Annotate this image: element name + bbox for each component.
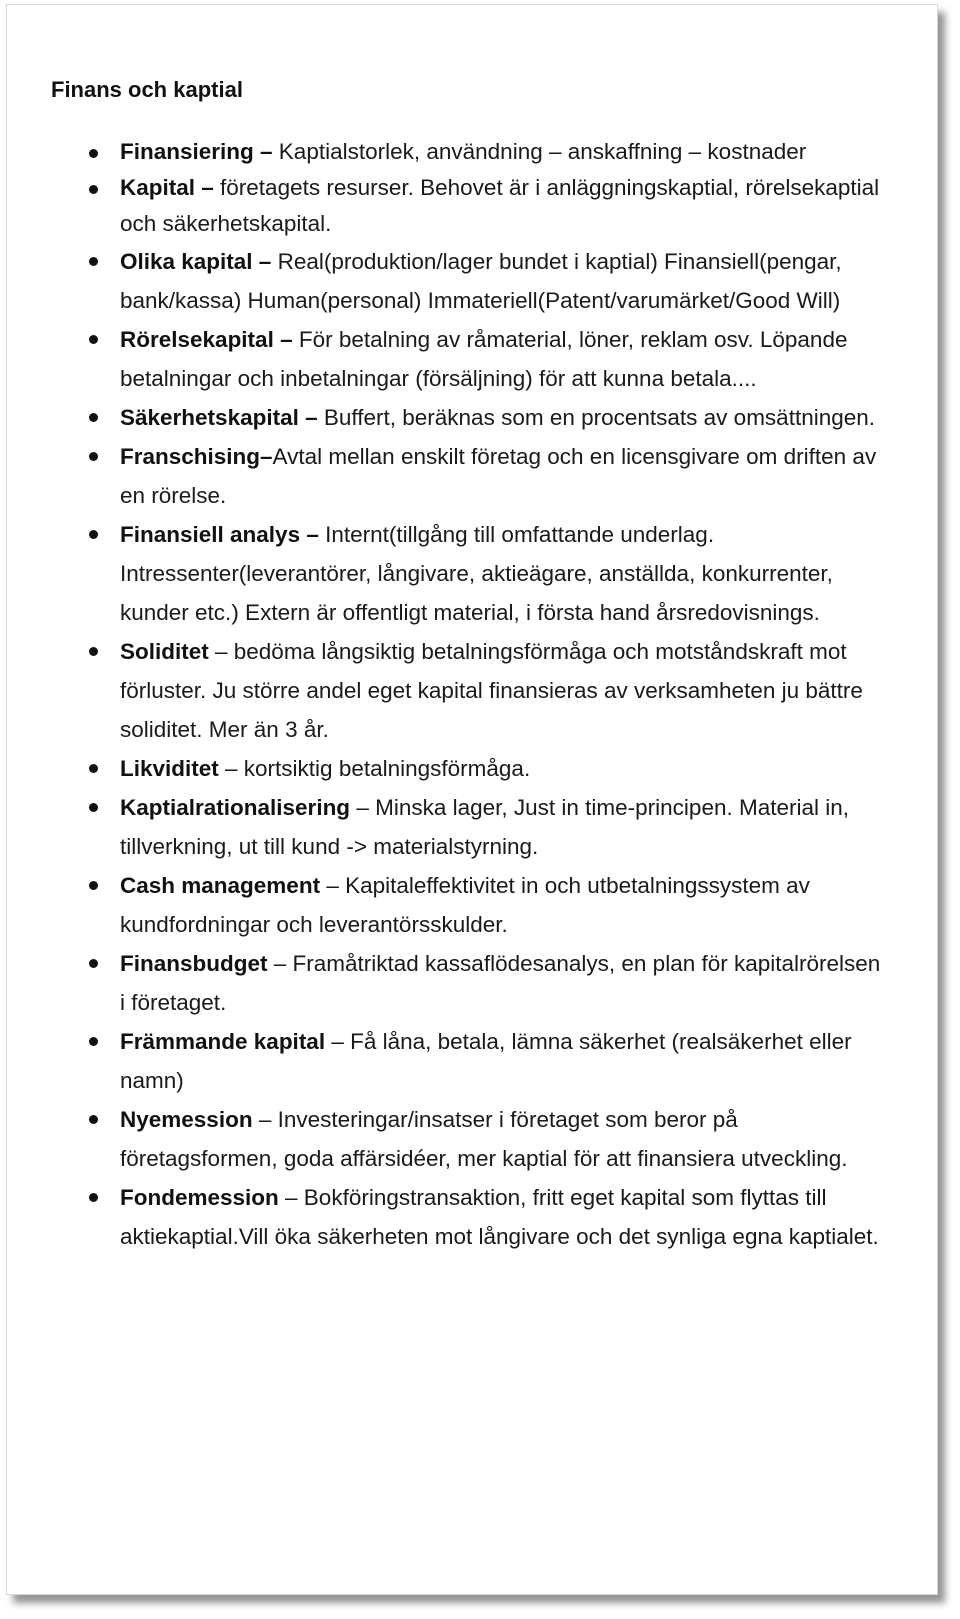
item-term: Cash management (120, 873, 321, 898)
list-item (7, 944, 939, 1022)
item-text: – Få låna, betala, lämna säkerhet (realsäkerhet eller namn) (120, 1029, 852, 1093)
bullet-icon (89, 1193, 98, 1202)
list-item (7, 437, 939, 515)
item-term: Finansiering – (120, 139, 273, 164)
bullet-icon (89, 1115, 98, 1124)
bullet-icon (89, 959, 98, 968)
item-text: – Framåtriktad kassaflödesanalys, en plan för kapitalrörelsen i företaget. (120, 951, 881, 1015)
item-term: Säkerhetskapital – (120, 405, 318, 430)
bullet-icon (89, 881, 98, 890)
bullet-icon (89, 413, 98, 422)
term-list (7, 134, 939, 1256)
document-title: Finans och kaptial (51, 77, 243, 102)
item-term: Finansiell analys – (120, 522, 319, 547)
item-term: Olika kapital – (120, 249, 272, 274)
item-term: Nyemession (120, 1107, 253, 1132)
bullet-icon (89, 803, 98, 812)
item-term: Främmande kapital (120, 1029, 326, 1054)
list-item (7, 515, 939, 632)
list-item (7, 242, 939, 320)
bullet-icon (89, 452, 98, 461)
document-page (6, 4, 938, 1595)
item-text: Kaptialstorlek, användning – anskaffning – kostnader (272, 139, 807, 164)
bullet-icon (89, 257, 98, 266)
item-text: – kortsiktig betalningsförmåga. (218, 756, 531, 781)
item-term: Kapital – (120, 175, 214, 200)
item-term: Soliditet (120, 639, 209, 664)
item-text: Real(produktion/lager bundet i kaptial) Finansiell(pengar, bank/kassa) Human(personal) Immateriell(Patent/varumärket/Good Will) (120, 249, 842, 313)
list-item (7, 632, 939, 749)
item-term: Kaptialrationalisering (120, 795, 351, 820)
item-text: – Bokföringstransaktion, fritt eget kapital som flyttas till aktiekaptial.Vill öka säkerheten mot långivare och det synliga egna kaptialet. (120, 1185, 879, 1249)
list-item (7, 134, 939, 170)
bullet-icon (89, 530, 98, 539)
list-item (7, 1178, 939, 1256)
list-item (7, 1100, 939, 1178)
list-item (7, 320, 939, 398)
list-item (7, 398, 939, 437)
item-term: Rörelsekapital – (120, 327, 293, 352)
item-term: Likviditet (120, 756, 219, 781)
item-text: Buffert, beräknas som en procentsats av omsättningen. (317, 405, 876, 430)
list-item (7, 788, 939, 866)
item-text: – bedöma långsiktig betalningsförmåga och motståndskraft mot förluster. Ju större andel eget kapital finansieras av verksamheten ju bättre soliditet. Mer än 3 år. (120, 639, 863, 742)
bullet-icon (89, 647, 98, 656)
bullet-icon (89, 149, 98, 158)
bullet-icon (89, 1037, 98, 1046)
list-item (7, 749, 939, 788)
bullet-icon (89, 185, 98, 194)
item-term: Finansbudget (120, 951, 268, 976)
list-item (7, 1022, 939, 1100)
item-text: – Investeringar/insatser i företaget som beror på företagsformen, goda affärsidéer, mer kaptial för att finansiera utveckling. (120, 1107, 848, 1171)
item-term: Franschising– (120, 444, 273, 469)
item-text: Internt(tillgång till omfattande underlag. Intressenter(leverantörer, långivare, aktieägare, anställda, konkurrenter, kunder etc.) Extern är offentligt material, i första hand årsredovisnings. (120, 522, 833, 625)
bullet-icon (89, 335, 98, 344)
list-item (7, 866, 939, 944)
item-text: – Kapitaleffektivitet in och utbetalningssystem av kundfordningar och leverantörsskulder. (120, 873, 810, 937)
item-term: Fondemession (120, 1185, 279, 1210)
item-text: företagets resurser. Behovet är i anläggningskaptial, rörelsekaptial och säkerhetskapital. (120, 175, 880, 236)
item-text: – Minska lager, Just in time-principen. Material in, tillverkning, ut till kund -> materialstyrning. (120, 795, 850, 859)
item-text: För betalning av råmaterial, löner, reklam osv. Löpande betalningar och inbetalningar (försäljning) för att kunna betala.... (120, 327, 848, 391)
bullet-icon (89, 764, 98, 773)
list-item (7, 170, 939, 242)
item-text: Avtal mellan enskilt företag och en licensgivare om driften av en rörelse. (120, 444, 877, 508)
